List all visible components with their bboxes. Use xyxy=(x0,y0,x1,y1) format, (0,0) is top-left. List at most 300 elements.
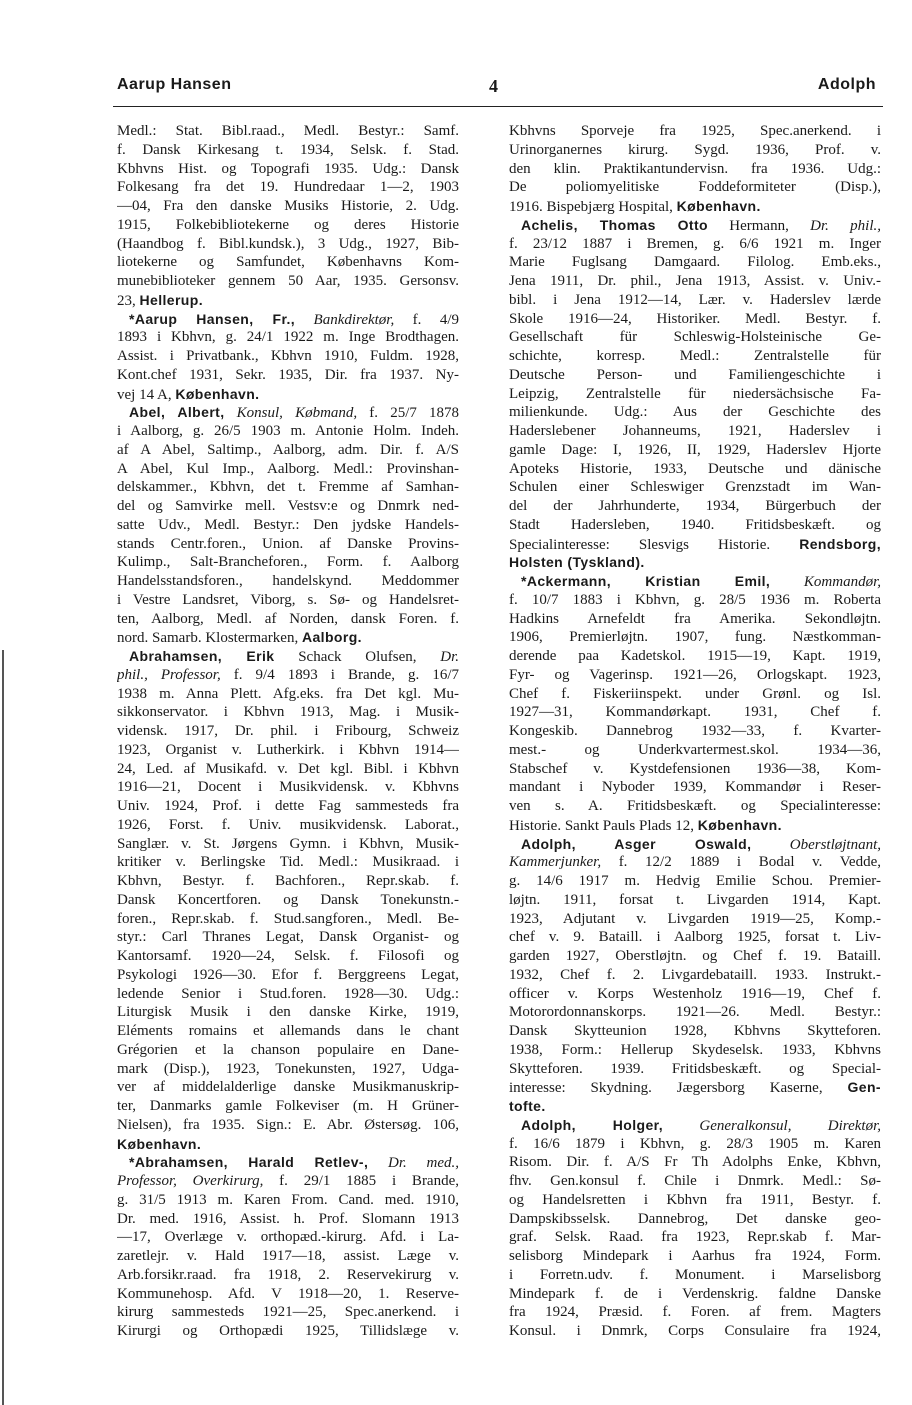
text-line xyxy=(117,835,459,854)
text: Konsul. i Dnmrk, Corps Consulaire fra 1924, xyxy=(509,1323,881,1339)
text xyxy=(663,1118,699,1134)
text: Handelsstandsforen., handelskynd. Meddommer xyxy=(117,573,459,589)
text-line xyxy=(509,872,881,891)
text: f. 4/9 xyxy=(394,311,459,328)
text: Gesellschaft für Schleswig-Holsteinische Ge- xyxy=(509,329,881,346)
bold-text: Rendsborg, xyxy=(799,535,881,552)
text: 1916—21, Docent i Musikvidensk. v. Kbhvns xyxy=(117,779,459,796)
text-line xyxy=(117,460,459,479)
text-line xyxy=(509,347,881,366)
biography-entry xyxy=(509,122,881,216)
text: delskammer., Kbhvn, det t. Fremme af Samhan- xyxy=(117,479,459,496)
bold-text: *Ackermann, Kristian Emil, xyxy=(521,573,771,589)
text-line xyxy=(117,703,459,722)
text-line xyxy=(117,778,459,797)
text-line xyxy=(509,891,881,910)
text: ver af middelalderlige danske Musikmanuskrip- xyxy=(117,1079,459,1096)
text-line xyxy=(117,1041,459,1060)
text-line xyxy=(117,572,459,591)
text: f. 23/12 1887 i Bremen, g. 6/6 1921 m. Inger xyxy=(509,235,881,252)
text: Kantorsamf. 1920—24, Selsk. f. Filosofi og xyxy=(117,948,459,964)
text: Schack Olufsen, xyxy=(274,649,441,665)
text: f. Dansk Kirkesang t. 1934, Selsk. f. Stad. xyxy=(117,141,459,158)
text: løjtn. 1911, forsat t. Livgarden 1914, Kapt. xyxy=(509,891,881,908)
text-line xyxy=(509,403,881,422)
text: Jena 1911, Dr. phil., Jena 1913, Assist. v. Univ.- xyxy=(509,273,881,289)
text-line xyxy=(509,310,881,329)
text: ven s. A. Fritidsbeskæft. og Specialinteresse: xyxy=(509,798,881,814)
text: stands Centr.foren., Union. af Danske Provins- xyxy=(117,535,459,552)
text: f. 25/7 1878 xyxy=(357,405,459,422)
text: derende paa Kadetskol. 1915—19, Kapt. 1919, xyxy=(509,648,881,664)
text-line xyxy=(509,591,881,610)
text: den klin. Praktikantundervisn. fra 1936. Udg.: xyxy=(509,160,881,177)
text: 1938, Form.: Hellerup Skydeselsk. 1933, Kbhvns xyxy=(509,1041,881,1058)
text: gamle Dage: I, 1926, II, 1929, Haderslev Hjorte xyxy=(509,441,881,458)
text: Leipzig, Zentralstelle für niedersächsische Fa- xyxy=(509,385,881,402)
scan-edge-shadow xyxy=(2,650,4,1405)
text: i Forretn.udv. f. Monument. i Marselisborg xyxy=(509,1266,881,1283)
text-line xyxy=(509,722,881,741)
text: Haderslebener Johanneums, 1921, Haderslev i xyxy=(509,423,881,439)
text-line xyxy=(117,310,459,329)
running-header-first-entry: Aarup Hansen xyxy=(117,76,232,93)
bold-text: Achelis, Thomas Otto xyxy=(521,216,708,233)
text-line xyxy=(509,178,881,197)
text: munebiblioteker gennem 50 Aar, 1935. Gersonsv. xyxy=(117,273,459,289)
text: Sanglær. v. St. Jørgens Gymn. i Kbhvn, Musik- xyxy=(117,835,459,852)
left-column xyxy=(117,122,459,1341)
bold-text: København. xyxy=(676,198,761,214)
text-line xyxy=(117,741,459,760)
text: selisborg Mindepark i Aarhus fra 1924, Form. xyxy=(509,1248,881,1264)
text: Univ. 1924, Prof. i dette Fag sammesteds fra xyxy=(117,798,459,814)
text-line xyxy=(509,553,881,572)
text: Deutsche Person- und Familiengeschichte i xyxy=(509,366,881,383)
text: kritiker v. Berlingske Tid. Medl.: Musikraad. i xyxy=(117,854,459,871)
text-line xyxy=(117,685,459,704)
bold-text: København. xyxy=(697,816,782,833)
text: del der Jahrhunderte, 1934, Bürgerbuch der xyxy=(509,498,881,514)
text: fra 1924, Præsid. f. Foren. af frem. Magters xyxy=(509,1304,881,1321)
text-line xyxy=(509,928,881,947)
text-line xyxy=(117,291,459,310)
text: —17, Overlæge v. orthopæd.-kirurg. Afd. i La- xyxy=(117,1229,459,1246)
text: Arb.forsikr.raad. fra 1918, 2. Reservekirurg v. xyxy=(117,1266,459,1283)
text-line xyxy=(117,1322,459,1341)
text-line xyxy=(509,1322,881,1341)
text-line xyxy=(117,610,459,629)
text: 1906, Premierløjtn. 1907, fung. Næstkomman- xyxy=(509,629,881,646)
text-line xyxy=(117,872,459,891)
text-line xyxy=(509,760,881,779)
text: g. 14/6 1917 m. Hedvig Emilie Schou. Premier- xyxy=(509,873,881,889)
text: kirurg sammesteds 1921—25, Spec.anerkend. i xyxy=(117,1304,459,1321)
text-line xyxy=(509,1060,881,1079)
text: officer v. Korps Westenholz 1916—19, Chef f. xyxy=(509,985,881,1002)
text: Grégorien et la chanson populaire en Dane- xyxy=(117,1041,459,1058)
biography-entry xyxy=(117,122,459,310)
text-line xyxy=(117,272,459,291)
biography-entry xyxy=(117,1153,459,1341)
text: liotekerne og Samfundet, Københavns Kom- xyxy=(117,254,459,271)
biography-entry xyxy=(117,403,459,647)
text: 1938 m. Anna Plett. Afg.eks. fra Det kgl. Mu- xyxy=(117,685,459,702)
text-line xyxy=(509,666,881,685)
text: vidensk. 1917, Dr. phil. i Fribourg, Schweiz xyxy=(117,723,459,739)
italic-text: Dr. phil., xyxy=(810,217,881,234)
text: —04, Fra den danske Musiks Historie, 2. Udg. xyxy=(117,198,459,214)
text: f. 10/7 1883 i Kbhvn, g. 28/5 1936 m. Roberta xyxy=(509,591,881,608)
text-line xyxy=(509,1285,881,1304)
text-line xyxy=(117,1097,459,1116)
text-line xyxy=(509,366,881,385)
text: 1923, Organist v. Lutherkirk. i Kbhvn 1914— xyxy=(117,741,459,758)
text: 1932, Chef f. 2. Livgardebataill. 1933. Instrukt.- xyxy=(509,966,881,983)
text: satte Udv., Medl. Bestyr.: Den jydske Handels- xyxy=(117,516,459,533)
text-line xyxy=(509,216,881,235)
text-line xyxy=(509,910,881,929)
text-line xyxy=(509,122,881,141)
text: 1923, Adjutant v. Livgarden 1919—25, Komp.- xyxy=(509,910,881,927)
text-line xyxy=(117,1285,459,1304)
text xyxy=(751,837,789,853)
text-line xyxy=(509,1228,881,1247)
text: Apoteks Historie, 1933, Deutsche und dänische xyxy=(509,460,881,477)
italic-text: Dr. med., xyxy=(388,1155,459,1172)
text-line xyxy=(509,1003,881,1022)
biography-entry xyxy=(509,216,881,572)
biography-entry xyxy=(117,310,459,404)
text: f. 12/2 1889 i Bodal v. Vedde, xyxy=(601,854,881,871)
text-line xyxy=(117,1078,459,1097)
header-rule xyxy=(113,106,883,107)
text-line xyxy=(509,816,881,835)
bold-text: Hellerup. xyxy=(139,291,204,308)
biography-entry xyxy=(117,647,459,1153)
text: i Aalborg, g. 26/5 1903 m. Antonie Holm. Indeh. xyxy=(117,423,459,439)
text-line xyxy=(117,366,459,385)
text-line xyxy=(117,160,459,179)
text-line xyxy=(117,216,459,235)
text-line xyxy=(117,122,459,141)
text: 24, Led. af Musikafd. v. Det kgl. Bibl. i Kbhvn xyxy=(117,760,459,777)
text-line xyxy=(117,553,459,572)
text: foren., Repr.skab. f. Stud.sangforen., Medl. Be- xyxy=(117,910,459,927)
text-line xyxy=(509,1153,881,1172)
italic-text: Generalkonsul, Direktør, xyxy=(699,1117,881,1134)
text: Historie. Sankt Pauls Plads 12, xyxy=(509,817,698,834)
text: Kont.chef 1931, Sekr. 1935, Dir. fra 1937. Ny- xyxy=(117,366,459,383)
text: Schulen einer Schleswiger Grenzstadt im Wan- xyxy=(509,479,881,496)
bold-text: tofte. xyxy=(509,1098,546,1114)
text: Nielsen), fra 1935. Sign.: E. Abr. Østersøg. 106, xyxy=(117,1116,459,1133)
text-line xyxy=(509,966,881,985)
text: interesse: Skydning. Jægersborg Kaserne, xyxy=(509,1080,848,1097)
text-line xyxy=(117,235,459,254)
text: (Haandbog f. Bibl.kundsk.), 3 Udg., 1927, Bib- xyxy=(117,235,459,252)
text-line xyxy=(117,666,459,685)
text-line xyxy=(509,1303,881,1322)
text-line xyxy=(117,1135,459,1154)
text: Hadkins Arnefeldt fra Amerika. Sekondløjtn. xyxy=(509,610,881,627)
bold-text: København. xyxy=(175,385,260,402)
text-line xyxy=(509,1078,881,1097)
text: Assist. i Privatbank., Kbhvn 1910, Fuldm. 1928, xyxy=(117,348,459,364)
text-line xyxy=(509,497,881,516)
text-line xyxy=(509,460,881,479)
text-line xyxy=(117,722,459,741)
text-line xyxy=(509,1097,881,1116)
text-line xyxy=(509,778,881,797)
text-line xyxy=(509,628,881,647)
text: Kbhvn, Bestyr. f. Bachforen., Repr.skab. f. xyxy=(117,873,459,889)
page-number: 4 xyxy=(489,76,499,96)
text: f. 29/1 1885 i Brande, xyxy=(263,1173,459,1189)
bold-text: Holsten (Tyskland). xyxy=(509,554,645,571)
text: Kongeskib. Dannebrog 1932—33, f. Kvarter- xyxy=(509,723,881,739)
text: Folkesang fra det 19. Hundredaar 1—2, 1903 xyxy=(117,179,459,196)
text: nord. Samarb. Klostermarken, xyxy=(117,630,302,647)
text: sikkonservator. i Kbhvn 1913, Mag. i Musik- xyxy=(117,704,459,721)
text: graf. Selsk. Raad. fra 1923, Repr.skab f. Mar- xyxy=(509,1229,881,1246)
text-line xyxy=(509,253,881,272)
text-line xyxy=(509,441,881,460)
text: Kirurgi og Orthopædi 1925, Tillidslæge v. xyxy=(117,1323,459,1339)
text-line xyxy=(509,516,881,535)
text: mandant i Nyboder 1939, Kommandør i Reser- xyxy=(509,779,881,796)
text: Risom. Dir. f. A/S Fr Th Adolphs Enke, Kbhvn, xyxy=(509,1154,881,1171)
text: Dansk Koncertforen. og Dansk Tonekunstn.- xyxy=(117,891,459,908)
text-line xyxy=(509,741,881,760)
text-line xyxy=(117,328,459,347)
biography-entry xyxy=(509,835,881,1116)
text: ter, Danmarks gamle Folkeviser (m. H Grüner- xyxy=(117,1098,459,1114)
text-line xyxy=(117,1003,459,1022)
text: De poliomyelitiske Foddeformiteter (Disp.), xyxy=(509,179,881,196)
text: og Handelsretten i Kbhvn fra 1911, Bestyr. f. xyxy=(509,1191,881,1208)
text-line xyxy=(509,1022,881,1041)
text-line xyxy=(509,703,881,722)
italic-text: Kommandør, xyxy=(803,574,881,590)
italic-text: Konsul, Købmand, xyxy=(236,405,358,422)
running-header-last-entry: Adolph xyxy=(817,76,876,93)
text: f. 9/4 1893 i Brande, g. 16/7 xyxy=(220,666,459,683)
text-line xyxy=(509,141,881,160)
text-line xyxy=(509,1041,881,1060)
text xyxy=(295,312,313,328)
text: Kommunehosp. Afd. V 1918—20, 1. Reserve- xyxy=(117,1285,459,1302)
text-line xyxy=(117,797,459,816)
text: chef v. 9. Bataill. i Aalborg 1925, forsat t. Liv- xyxy=(509,929,881,946)
text-line xyxy=(117,1247,459,1266)
text: Skytteforen. 1939. Fritidsbeskæft. og Special- xyxy=(509,1060,881,1077)
text-line xyxy=(509,947,881,966)
text: milienkunde. Udg.: Aus der Geschichte des xyxy=(509,404,881,421)
text: Mindepark f. de i Verdenskrig. faldne Danske xyxy=(509,1285,881,1302)
text-line xyxy=(117,1191,459,1210)
text: ten, Aalborg, Medl. af Norden, dansk Foren. f. xyxy=(117,610,459,627)
text-line xyxy=(117,1116,459,1135)
text: Dr. med. 1916, Assist. h. Prof. Slomann 1913 xyxy=(117,1210,459,1227)
text-line xyxy=(117,891,459,910)
text: styr.: Carl Thranes Legat, Dansk Organist- og xyxy=(117,929,459,946)
text-line xyxy=(117,478,459,497)
text-line xyxy=(117,910,459,929)
text-line xyxy=(509,797,881,816)
text xyxy=(225,405,237,421)
text: schichte, korresp. Medl.: Zentralstelle für xyxy=(509,348,881,364)
italic-text: Kammerjunker, xyxy=(509,854,602,871)
text-line xyxy=(117,1172,459,1191)
text: 1927—31, Kommandørkapt. 1931, Chef f. xyxy=(509,704,881,721)
text-line xyxy=(509,422,881,441)
text: Chef f. Fiskeriinspekt. under Grønl. og Isl. xyxy=(509,685,881,702)
text: fhv. Gen.konsul f. Chile i Dnmrk. Medl.: Sø- xyxy=(509,1173,881,1189)
bold-text: Gen- xyxy=(847,1079,881,1096)
text-line xyxy=(117,422,459,441)
text-line xyxy=(509,535,881,554)
text-line xyxy=(117,347,459,366)
text: Kbhvns Hist. og Topografi 1935. Udg.: Dansk xyxy=(117,160,459,177)
bold-text: Abel, Albert, xyxy=(129,404,225,421)
text-line xyxy=(117,1303,459,1322)
text-line xyxy=(117,197,459,216)
text-line xyxy=(117,178,459,197)
text: Kulimp., Salt-Brancheforen., Form. f. Aalborg xyxy=(117,554,459,571)
text-line xyxy=(509,328,881,347)
text-line xyxy=(117,253,459,272)
text-line xyxy=(509,853,881,872)
text: Liturgisk Musik i den danske Kirke, 1919, xyxy=(117,1004,459,1021)
text: Dansk Skytteunion 1928, Kbhvns Skytteforen. xyxy=(509,1023,881,1039)
bold-text: Adolph, Asger Oswald, xyxy=(521,835,752,852)
text-line xyxy=(509,1191,881,1210)
text-line xyxy=(509,385,881,404)
text: Skole 1916—24, Historiker. Medl. Bestyr. f. xyxy=(509,310,881,327)
text-line xyxy=(509,1172,881,1191)
text: Kbhvns Sporveje fra 1925, Spec.anerkend. i xyxy=(509,123,881,139)
bold-text: Abrahamsen, Erik xyxy=(129,648,275,664)
bold-text: Adolph, Holger, xyxy=(521,1116,664,1133)
text-line xyxy=(117,928,459,947)
text: g. 31/5 1913 m. Karen From. Cand. med. 1910, xyxy=(117,1191,459,1208)
text: Urinorganernes kirurg. Sygd. 1936, Prof. v. xyxy=(509,141,881,158)
text-line xyxy=(509,572,881,591)
text-line xyxy=(509,647,881,666)
text: 1915, Folkebibliotekerne og deres Historie xyxy=(117,216,459,233)
text-line xyxy=(509,235,881,254)
text-line xyxy=(117,497,459,516)
text-line xyxy=(117,1210,459,1229)
text-line xyxy=(117,1266,459,1285)
text: Psykologi 1926—30. Efor f. Berggreens Legat, xyxy=(117,966,459,983)
text: f. 16/6 1879 i Kbhvn, g. 28/3 1905 m. Karen xyxy=(509,1135,881,1152)
text: ledende Senior i Stud.foren. 1928—30. Udg.: xyxy=(117,985,459,1002)
text-line xyxy=(117,385,459,404)
text-line xyxy=(117,947,459,966)
text-line xyxy=(509,1135,881,1154)
text-line xyxy=(117,1022,459,1041)
italic-text: Professor, Overkirurg, xyxy=(117,1173,264,1189)
text-line xyxy=(509,197,881,216)
text: Medl.: Stat. Bibl.raad., Medl. Bestyr.: Samf. xyxy=(117,123,459,139)
italic-text: Dr. xyxy=(440,649,459,665)
text: Dampskibsselsk. Dannebrog, Det danske geo- xyxy=(509,1210,881,1227)
text-line xyxy=(509,685,881,704)
bold-text: *Aarup Hansen, Fr., xyxy=(129,310,296,327)
text-line xyxy=(117,141,459,160)
text: mark (Disp.), 1923, Tonekunsten, 1927, Udga- xyxy=(117,1060,459,1077)
text-line xyxy=(117,441,459,460)
text: 23, xyxy=(117,292,140,309)
italic-text: phil., Professor, xyxy=(117,666,221,683)
text-line xyxy=(117,535,459,554)
text: del og Samvirke mell. Vestsv:e og Dnmrk ned- xyxy=(117,498,459,514)
text xyxy=(368,1155,388,1171)
text xyxy=(770,574,804,590)
text-line xyxy=(117,816,459,835)
text: vej 14 A, xyxy=(117,386,176,403)
text-line xyxy=(509,985,881,1004)
text-line xyxy=(117,647,459,666)
text-line xyxy=(509,1116,881,1135)
biography-entry xyxy=(509,572,881,835)
text: garden 1927, Oberstløjtn. og Chef f. 19. Bataill. xyxy=(509,948,881,964)
text-line xyxy=(509,478,881,497)
text-line xyxy=(509,610,881,629)
text-line xyxy=(509,835,881,854)
text-line xyxy=(117,591,459,610)
text-line xyxy=(117,760,459,779)
text-line xyxy=(117,966,459,985)
text-line xyxy=(509,272,881,291)
text: Fyr- og Vagerinsp. 1921—26, Orlogskapt. 1923, xyxy=(509,666,881,683)
text-line xyxy=(509,1266,881,1285)
text-line xyxy=(509,160,881,179)
italic-text: Oberstløjtnant, xyxy=(789,836,881,853)
text-line xyxy=(117,403,459,422)
text: af A Abel, Saltimp., Aalborg, adm. Dir. f. A/S xyxy=(117,441,459,458)
italic-text: Bankdirektør, xyxy=(313,311,395,328)
text-line xyxy=(509,291,881,310)
text: bibl. i Jena 1912—14, Lær. v. Haderslev lærde xyxy=(509,291,881,308)
text-line xyxy=(117,985,459,1004)
text: zaretlejr. v. Hald 1917—18, assist. Læge v. xyxy=(117,1248,459,1264)
text: Marie Fuglsang Damgaard. Filolog. Emb.eks., xyxy=(509,254,881,271)
text: 1926, Forst. f. Univ. musikvidensk. Laborat., xyxy=(117,816,459,833)
text: 1916. Bispebjærg Hospital, xyxy=(509,199,677,215)
text: i Vestre Landsret, Viborg, s. Sø- og Handelsret- xyxy=(117,591,459,608)
text: A Abel, Kul Imp., Aalborg. Medl.: Provinshan- xyxy=(117,460,459,477)
text-line xyxy=(117,1153,459,1172)
text-line xyxy=(509,1247,881,1266)
text: 1893 i Kbhvn, g. 24/1 1922 m. Inge Brodthagen. xyxy=(117,329,459,346)
text: Stadt Hadersleben, 1940. Fritidsbeskæft. og xyxy=(509,516,881,533)
text: mest.- og Underkvartermest.skol. 1934—36, xyxy=(509,741,881,758)
text-line xyxy=(117,1228,459,1247)
text-line xyxy=(509,1210,881,1229)
text-line xyxy=(117,853,459,872)
text: Eléments romains et allemands dans le chant xyxy=(117,1023,459,1039)
biography-entry xyxy=(509,1116,881,1341)
bold-text: København. xyxy=(117,1135,202,1152)
bold-text: Aalborg. xyxy=(301,629,362,646)
text: Hermann, xyxy=(707,217,811,234)
text: Motorordonnanskorps. 1921—26. Medl. Bestyr.: xyxy=(509,1004,881,1021)
text-line xyxy=(117,1060,459,1079)
text-line xyxy=(117,628,459,647)
